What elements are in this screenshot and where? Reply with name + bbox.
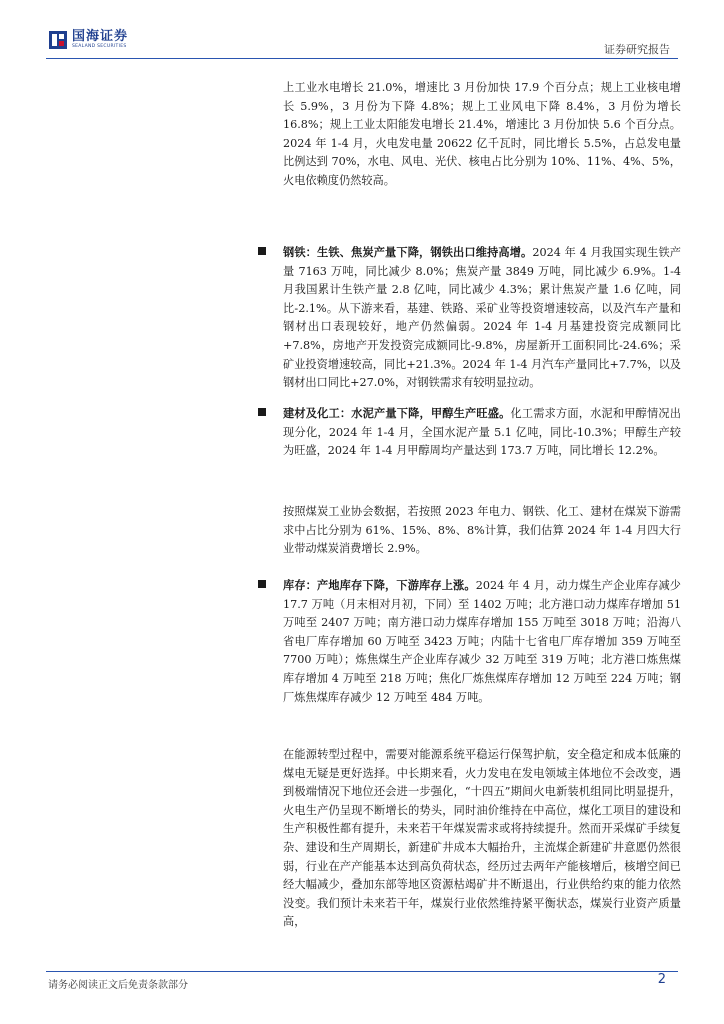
header-divider — [46, 58, 678, 59]
page-number: 2 — [657, 972, 666, 987]
sealand-logo-icon — [48, 30, 68, 50]
logo-english-name: SEALAND SECURITIES — [72, 44, 127, 49]
paragraph-building-chemicals — [283, 404, 681, 461]
paragraph-text — [283, 243, 681, 393]
footer-divider — [46, 971, 678, 972]
paragraph-text — [283, 502, 681, 559]
paragraph-outlook — [283, 745, 681, 932]
footer-disclaimer: 请务必阅读正文后免责条款部分 — [48, 980, 188, 991]
paragraph-inventory — [283, 576, 681, 707]
company-logo — [48, 30, 128, 50]
paragraph-body: 2024 年 4 月我国实现生铁产量 7163 万吨，同比减少 8.0%；焦炭产量 3849 万吨，同比减少 6.9%。1-4 月我国累计生铁产量 2.8 亿吨，同比减少 4.3%；累计焦炭产量 1.6 亿吨，同比-2.1%。从下游来看，基建、铁路、采矿业等投资增速较高，以及汽车产量和钢材出口表现较好，地产仍然偏弱。2024 年 1-4 月基建投资完成额同比+7.8%，房地产开发投资完成额同比-9.8%，房屋新开工面积同比-24.6%；采矿业投资增速较高，同比+21.3%。2024 年 1-4 月汽车产量同比+7.7%，以及钢材出口同比+27.0%，对钢铁需求有较明显拉动。 — [283, 246, 681, 390]
page-header — [0, 0, 724, 60]
paragraph-body: 按照煤炭工业协会数据，若按照 2023 年电力、钢铁、化工、建材在煤炭下游需求中占比分别为 61%、15%、8%、8%计算，我们估算 2024 年 1-4 月四大行业带动煤炭消费增长 2.9%。 — [283, 505, 681, 556]
paragraph-body: 上工业水电增长 21.0%，增速比 3 月份加快 17.9 个百分点；规上工业核电增长 5.9%，3 月份为下降 4.8%；规上工业风电下降 8.4%，3 月份为增长 16.8%；规上工业太阳能发电增长 21.4%，增速比 3 月份加快 5.6 个百分点。2024 年 1-4 月，火电发电量 20622 亿千瓦时，同比增长 5.5%，占总发电量比例达到 70%，水电、风电、光伏、核电占比分别为 10%、11%、4%、5%，火电依赖度仍然较高。 — [283, 81, 681, 187]
paragraph-power — [283, 78, 681, 191]
paragraph-lead: 钢铁：生铁、焦炭产量下降，钢铁出口维持高增。 — [283, 245, 533, 259]
paragraph-text — [283, 404, 681, 461]
square-bullet-icon — [258, 408, 266, 416]
paragraph-body: 化工需求方面，水泥和甲醇情况出现分化，2024 年 1-4 月，全国水泥产量 5.1 亿吨，同比-10.3%；甲醇生产较为旺盛，2024 年 1-4 月甲醇周均产量达到 173.7 万吨，同比增长 12.2%。 — [283, 407, 681, 458]
paragraph-lead: 建材及化工：水泥产量下降，甲醇生产旺盛。 — [283, 406, 511, 420]
square-bullet-icon — [258, 247, 266, 255]
paragraph-lead: 库存：产地库存下降，下游库存上涨。 — [283, 578, 476, 592]
square-bullet-icon — [258, 580, 266, 588]
logo-chinese-name: 国海证券 — [72, 29, 129, 44]
paragraph-steel — [283, 243, 681, 393]
paragraph-body: 2024 年 4 月，动力煤生产企业库存减少 17.7 万吨（月末相对月初，下同）至 1402 万吨；北方港口动力煤库存增加 51 万吨至 2407 万吨；南方港口动力煤库存增加 155 万吨至 3018 万吨；沿海八省电厂库存增加 60 万吨至 3423 万吨；内陆十七省电厂库存增加 359 万吨至 7700 万吨）；炼焦煤生产企业库存减少 32 万吨至 319 万吨；北方港口炼焦煤库存增加 4 万吨至 218 万吨；焦化厂炼焦煤库存增加 12 万吨至 224 万吨；钢厂炼焦煤库存减少 12 万吨至 484 万吨。 — [283, 579, 681, 704]
paragraph-text — [283, 78, 681, 191]
paragraph-coal-consumption — [283, 502, 681, 559]
paragraph-body: 在能源转型过程中，需要对能源系统平稳运行保驾护航，安全稳定和成本低廉的煤电无疑是更好选择。中长期来看，火力发电在发电领域主体地位不会改变，遇到极端情况下地位还会进一步强化，“十四五”期间火电新装机组同比明显提升，火电生产仍呈现不断增长的势头，同时油价维持在中高位，煤化工项目的建设和生产积极性都有提升，未来若干年煤炭需求或将持续提升。然而开采煤矿手续复杂、建设和生产周期长，新建矿井成本大幅抬升，主流煤企新建矿井意愿仍然很弱，行业在产产能基本达到高负荷状态，经历过去两年产能核增后，核增空间已经大幅减少，叠加东部等地区资源枯竭矿井不断退出，行业供给约束的能力依然没变。我们预计未来若干年，煤炭行业依然维持紧平衡状态，煤炭行业资产质量高， — [283, 748, 681, 929]
paragraph-text — [283, 745, 681, 932]
report-type-label: 证券研究报告 — [604, 43, 670, 56]
paragraph-text — [283, 576, 681, 707]
